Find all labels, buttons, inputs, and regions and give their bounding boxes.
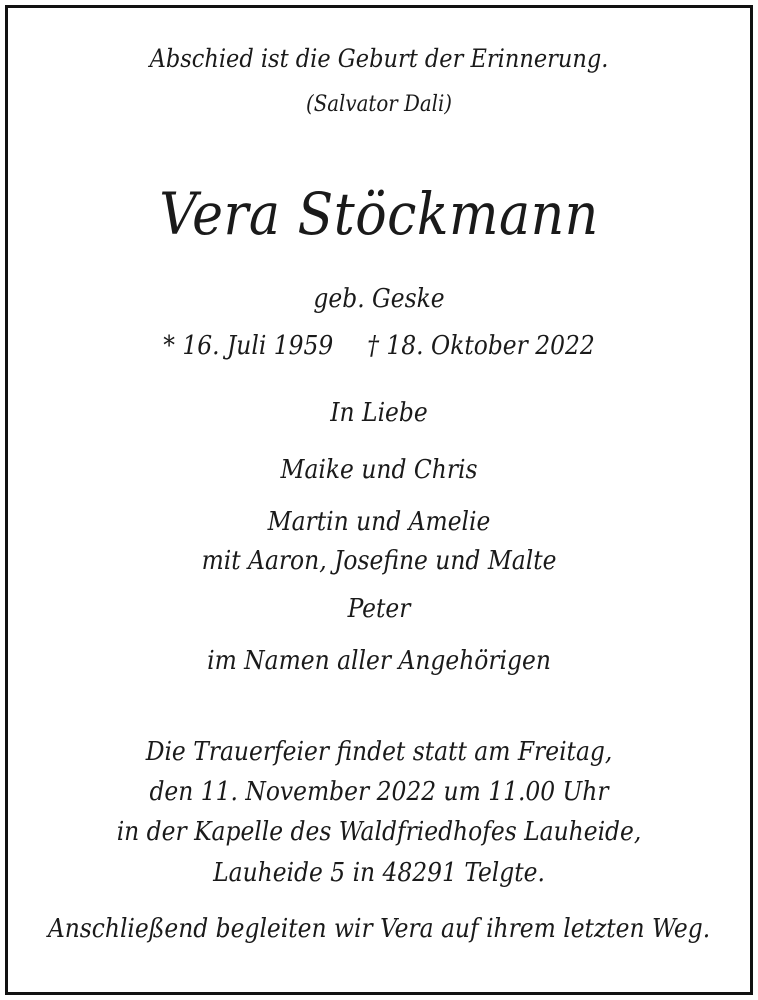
quote-author: (Salvator Dali) [305, 92, 453, 117]
deceased-name: Vera Stöckmann [159, 180, 599, 248]
quote-text: Abschied ist die Geburt der Erinnerung. [149, 44, 609, 73]
ceremony-line: den 11. November 2022 um 11.00 Uhr [149, 777, 609, 807]
death-date: † 18. Oktober 2022 [367, 331, 595, 361]
mourner-line: Peter [347, 594, 411, 624]
ceremony-line: Lauheide 5 in 48291 Telgte. [213, 858, 545, 888]
life-dates [0, 331, 758, 361]
mourner-line: im Namen aller Angehörigen [207, 646, 551, 676]
closing-line: Anschließend begleiten wir Vera auf ihrem letzten Weg. [47, 914, 711, 944]
maiden-name: geb. Geske [313, 284, 445, 314]
ceremony-line: in der Kapelle des Waldfriedhofes Lauheide, [116, 817, 642, 847]
ceremony-line: Die Trauerfeier findet statt am Freitag, [145, 737, 613, 767]
mourners-intro: In Liebe [330, 398, 428, 428]
birth-date: * 16. Juli 1959 [163, 331, 334, 361]
mourner-line: Maike und Chris [280, 455, 478, 485]
mourner-line: Martin und Amelie [267, 507, 491, 537]
mourner-line: mit Aaron, Josefine und Malte [201, 546, 557, 576]
